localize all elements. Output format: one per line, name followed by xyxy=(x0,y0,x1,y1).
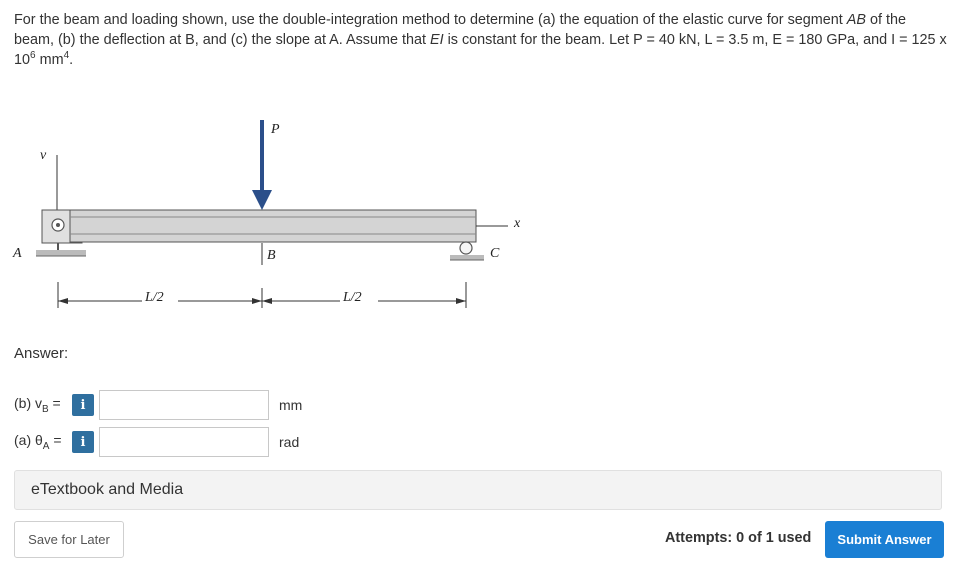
support-pin-a-center xyxy=(56,223,60,227)
ground-a xyxy=(36,250,86,256)
point-c-label: C xyxy=(490,246,500,261)
vb-label-main: (b) v xyxy=(14,395,42,412)
vb-label-sub: B xyxy=(42,403,49,415)
problem-statement xyxy=(14,10,949,70)
vb-label xyxy=(14,395,72,415)
etextbook-panel[interactable] xyxy=(14,470,942,510)
v-axis-label: v xyxy=(40,148,47,163)
problem-text-3: is constant for the beam. Let P = 40 kN, L = 3.5 m, E = 180 GPa, and I = 125 x 10 xyxy=(14,32,947,68)
problem-text-4: mm xyxy=(35,52,64,68)
etextbook-label: eTextbook and Media xyxy=(31,481,184,498)
answer-row-theta-a xyxy=(14,426,299,458)
point-b-label: B xyxy=(267,248,276,263)
dimension-arrow-1 xyxy=(58,298,68,304)
vb-input[interactable] xyxy=(99,390,269,420)
theta-a-label-eq: = xyxy=(49,432,62,449)
info-icon[interactable]: i xyxy=(72,394,94,416)
load-label-p: P xyxy=(271,122,280,137)
span-left-label: L/2 xyxy=(145,290,164,305)
theta-a-label-main: (a) θ xyxy=(14,432,43,449)
x-axis-label: x xyxy=(514,216,521,231)
beam xyxy=(70,210,476,242)
dimension-arrow-3 xyxy=(262,298,272,304)
answer-row-vb xyxy=(14,389,302,421)
dimension-arrow-4 xyxy=(456,298,466,304)
roller-c xyxy=(460,242,472,254)
theta-a-unit: rad xyxy=(279,434,300,450)
theta-a-input[interactable] xyxy=(99,427,269,457)
beam-figure xyxy=(0,110,560,330)
attempts-counter: Attempts: 0 of 1 used xyxy=(665,530,812,546)
vb-unit: mm xyxy=(279,397,303,413)
beam-diagram xyxy=(0,110,560,330)
problem-ei: EI xyxy=(429,32,444,48)
problem-segment-ab: AB xyxy=(846,12,866,28)
theta-a-label-sub: A xyxy=(42,440,50,452)
problem-text-5: . xyxy=(69,52,74,68)
theta-a-label xyxy=(14,432,72,452)
load-arrow-head xyxy=(252,190,272,210)
answer-label: Answer: xyxy=(14,345,69,362)
span-right-label: L/2 xyxy=(343,290,362,305)
submit-answer-button[interactable]: Submit Answer xyxy=(825,521,944,558)
problem-text-2: of the beam, (b) the deflection at B, and (c) the slope at A. Assume that xyxy=(14,12,906,48)
ground-c xyxy=(450,255,484,260)
point-a-label: A xyxy=(13,246,22,261)
info-icon[interactable]: i xyxy=(72,431,94,453)
problem-text-1: For the beam and loading shown, use the double-integration method to determine (a) the equation of the elastic curve for segment xyxy=(14,12,847,28)
dimension-arrow-2 xyxy=(252,298,262,304)
problem-exponent-4: 4 xyxy=(63,50,70,62)
save-for-later-button[interactable]: Save for Later xyxy=(14,521,124,558)
vb-label-eq: = xyxy=(48,395,61,412)
problem-exponent-6: 6 xyxy=(30,50,36,62)
